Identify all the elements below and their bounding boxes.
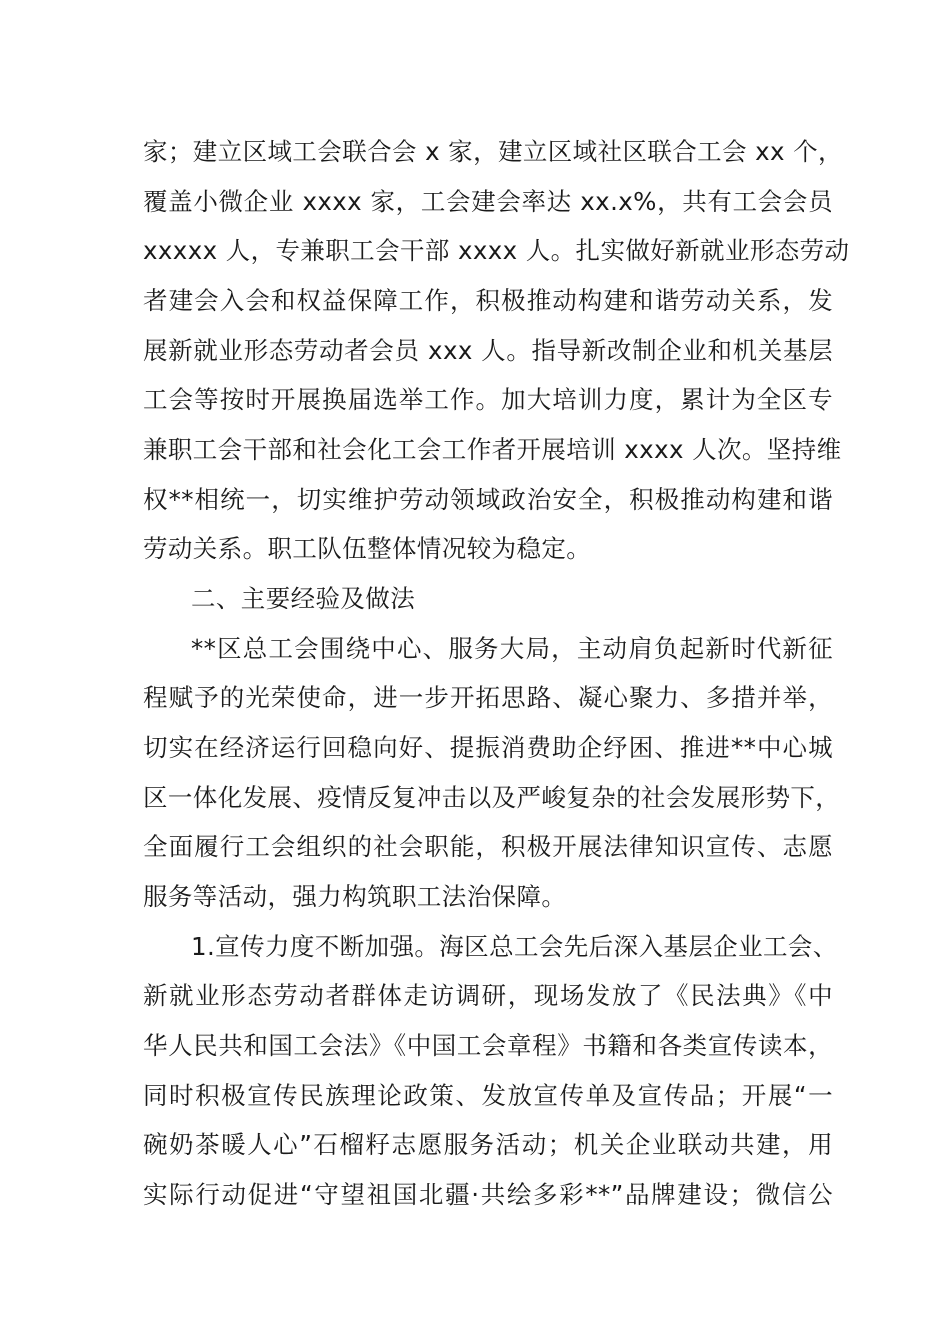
paragraph-line: 兼职工会干部和社会化工会工作者开展培训 xxxx 人次。坚持维 — [143, 435, 842, 464]
paragraph-line: 权**相统一，切实维护劳动领域政治安全，积极推动构建和谐 — [143, 485, 833, 514]
paragraph-line: 工会等按时开展换届选举工作。加大培训力度，累计为全区专 — [143, 385, 833, 414]
paragraph-line: 碗奶茶暖人心”石榴籽志愿服务活动；机关企业联动共建，用 — [143, 1130, 833, 1159]
paragraph-line: 家；建立区域工会联合会 x 家，建立区域社区联合工会 xx 个， — [143, 137, 843, 166]
paragraph-line: 新就业形态劳动者群体走访调研，现场发放了《民法典》《中 — [143, 981, 833, 1010]
paragraph-line: 同时积极宣传民族理论政策、发放宣传单及宣传品；开展“一 — [143, 1081, 833, 1110]
paragraph-line: 展新就业形态劳动者会员 xxx 人。指导新改制企业和机关基层 — [143, 336, 833, 365]
paragraph-line: 覆盖小微企业 xxxx 家，工会建会率达 xx.x%，共有工会会员 — [143, 187, 833, 216]
paragraph-line: 者建会入会和权益保障工作，积极推动构建和谐劳动关系，发 — [143, 286, 833, 315]
paragraph-line: 服务等活动，强力构筑职工法治保障。 — [143, 882, 567, 911]
paragraph-line: 实际行动促进“守望祖国北疆·共绘多彩**”品牌建设；微信公 — [143, 1180, 833, 1209]
paragraph-line: 全面履行工会组织的社会职能，积极开展法律知识宣传、志愿 — [143, 832, 833, 861]
paragraph-line: 区一体化发展、疫情反复冲击以及严峻复杂的社会发展形势下， — [143, 783, 841, 812]
section-heading: 二、主要经验及做法 — [191, 584, 416, 613]
paragraph-line: **区总工会围绕中心、服务大局，主动肩负起新时代新征 — [191, 634, 833, 663]
paragraph-line: 华人民共和国工会法》《中国工会章程》书籍和各类宣传读本， — [143, 1031, 833, 1060]
paragraph-line: 1.宣传力度不断加强。海区总工会先后深入基层企业工会、 — [191, 932, 838, 961]
paragraph-line: 程赋予的光荣使命，进一步开拓思路、凝心聚力、多措并举， — [143, 683, 833, 712]
paragraph-line: xxxxx 人，专兼职工会干部 xxxx 人。扎实做好新就业形态劳动 — [143, 236, 850, 265]
paragraph-line: 劳动关系。职工队伍整体情况较为稳定。 — [143, 534, 592, 563]
paragraph-line: 切实在经济运行回稳向好、提振消费助企纾困、推进**中心城 — [143, 733, 833, 762]
